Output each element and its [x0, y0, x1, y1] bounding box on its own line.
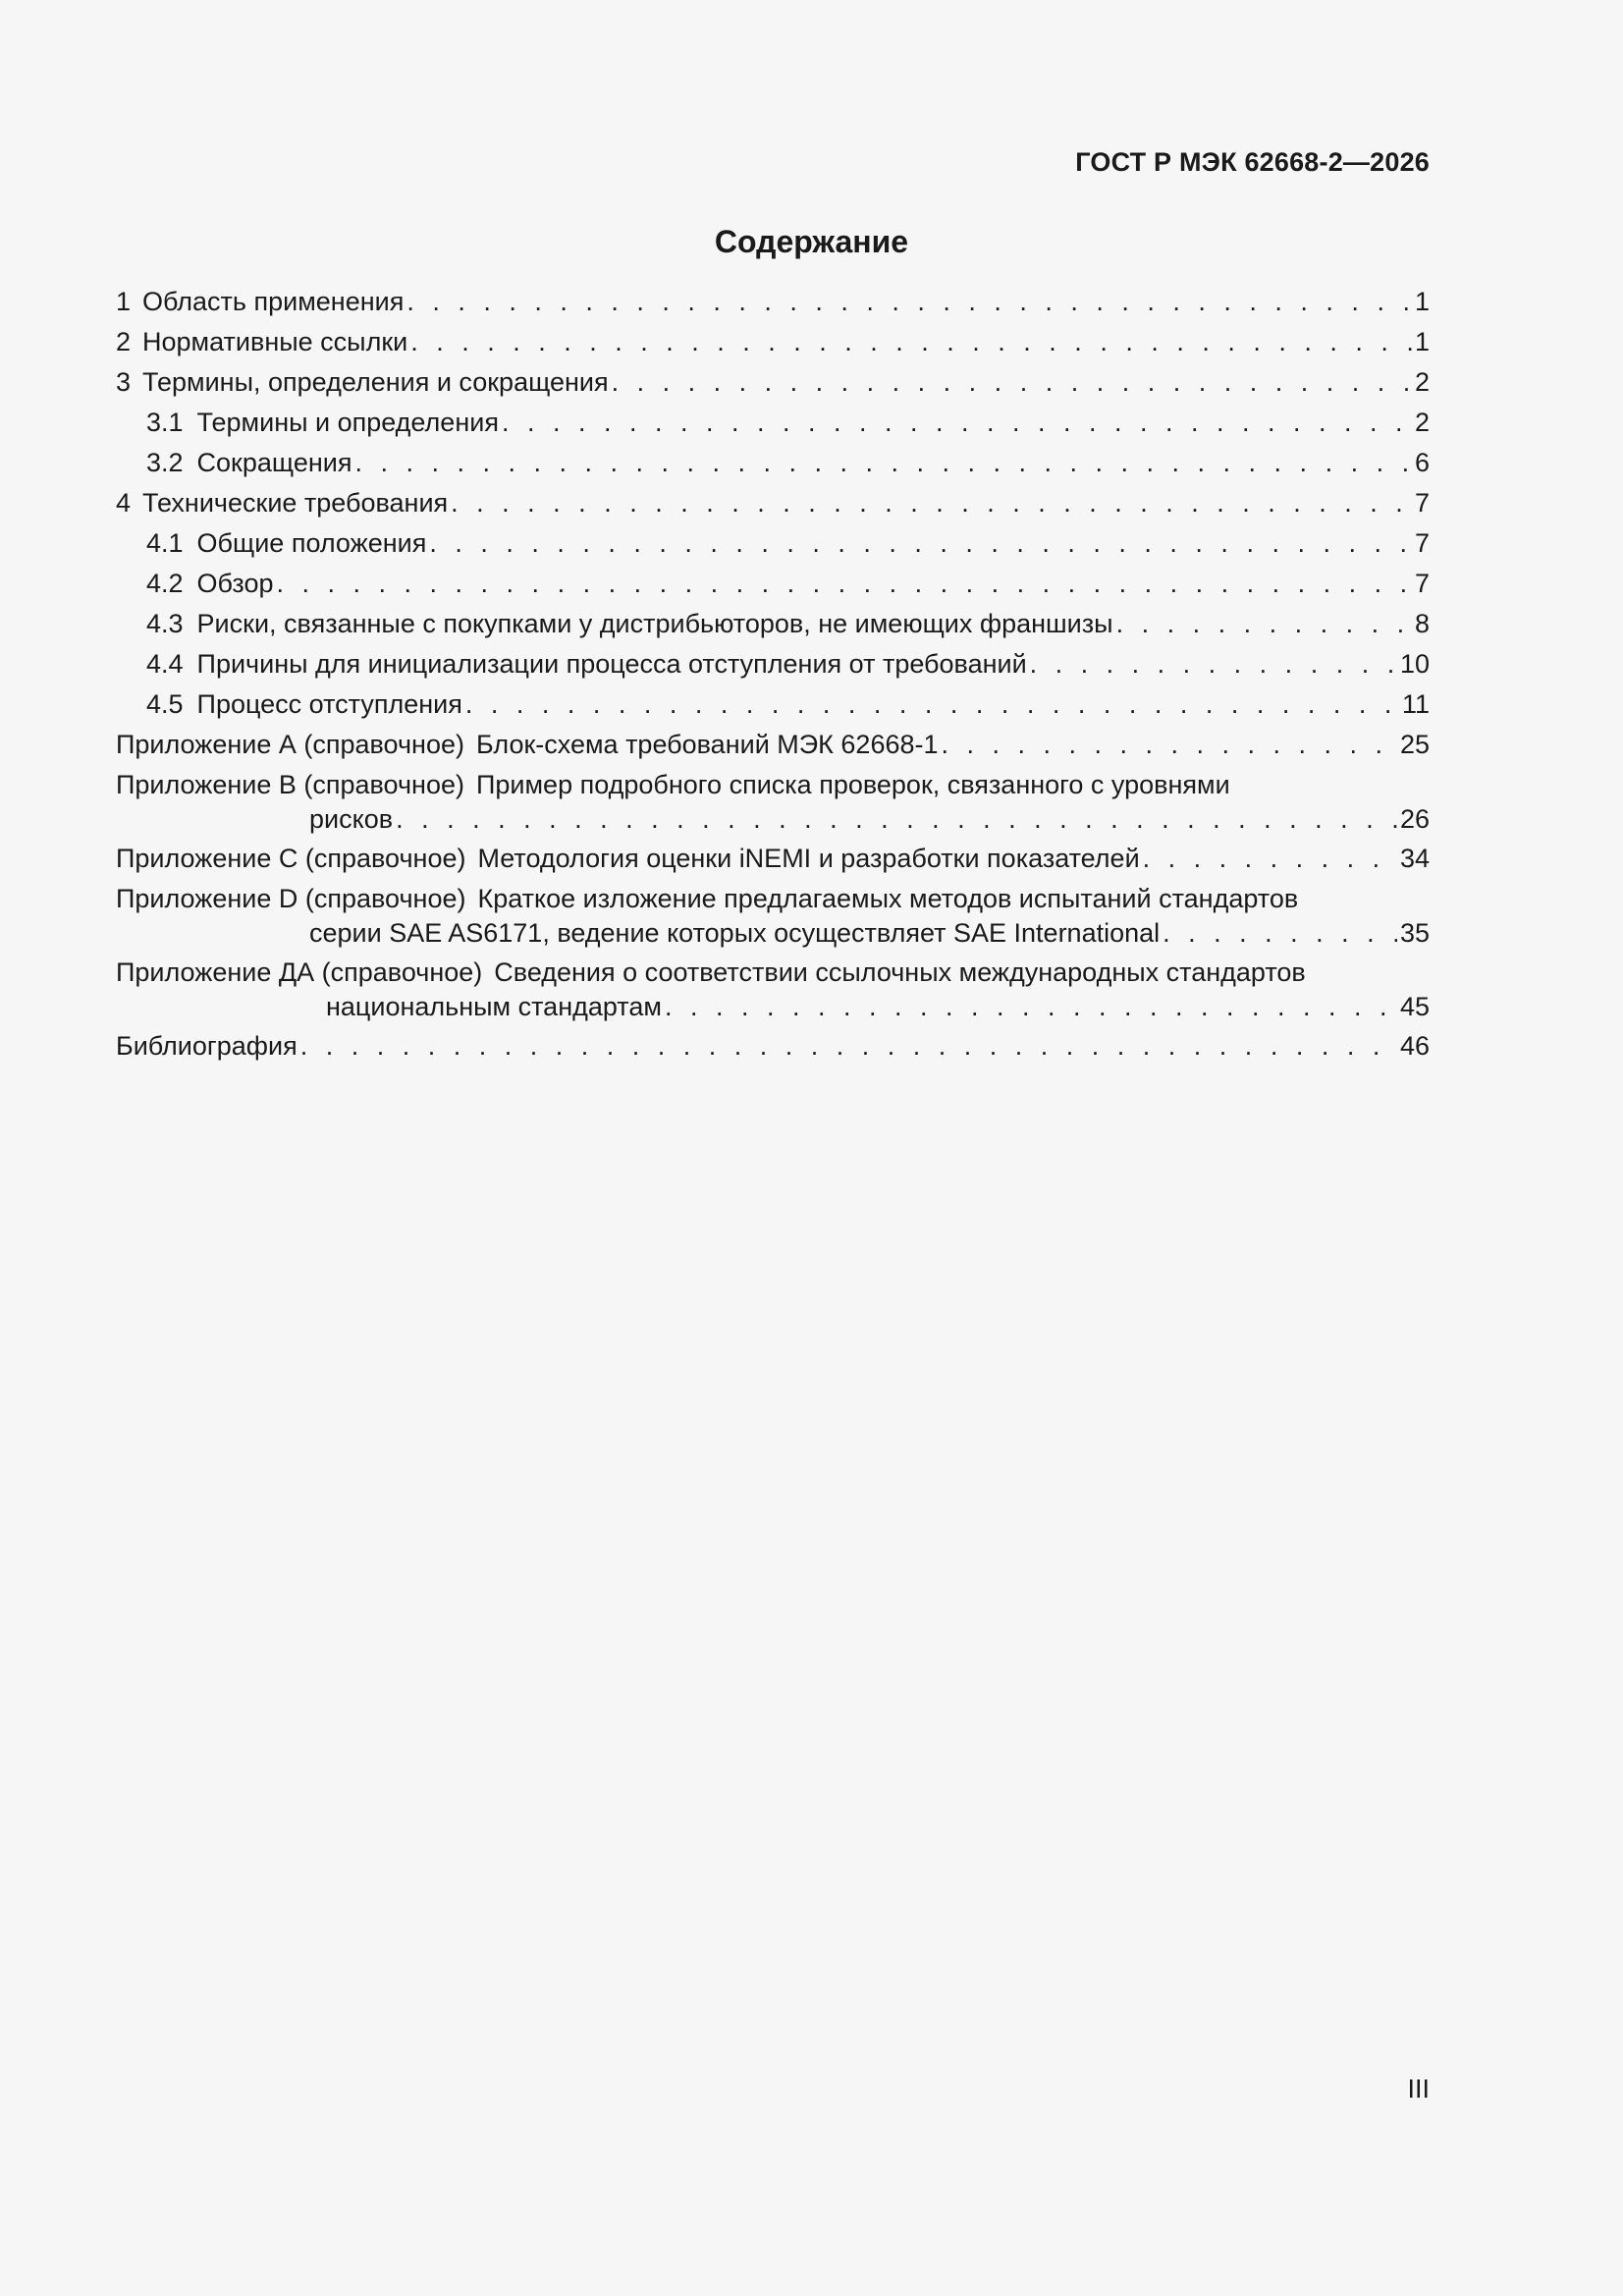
toc-entry-text: Нормативные ссылки — [142, 327, 408, 356]
dot-leader — [406, 285, 1412, 319]
toc-entry-number: 4.2 — [146, 569, 184, 598]
appendix-label: Приложение С (справочное) — [116, 844, 466, 873]
toc-entry-page: 7 — [1414, 569, 1430, 598]
toc-entry-number: 4.4 — [146, 649, 184, 679]
toc-entry-page: 45 — [1399, 992, 1430, 1021]
appendix-title-continued: национальным стандартам — [326, 992, 662, 1021]
toc-entry-4[interactable] — [116, 486, 1430, 526]
appendix-title: Блок-схема требований МЭК 62668-1 — [475, 730, 939, 759]
toc-appendix-b[interactable] — [116, 768, 1430, 842]
toc-bibliography[interactable] — [116, 1029, 1430, 1069]
appendix-title: Пример подробного списка проверок, связанного с уровнями — [475, 770, 1230, 799]
toc-entry-number: 1 — [116, 287, 132, 316]
appendix-label: Приложение D (справочное) — [116, 884, 466, 913]
toc-entry-1[interactable] — [116, 285, 1430, 325]
document-code: ГОСТ Р МЭК 62668-2—2026 — [1075, 147, 1430, 177]
toc-entry-number: 3.1 — [146, 408, 184, 437]
bibliography-title: Библиография — [116, 1031, 298, 1061]
toc-entry-page: 7 — [1414, 488, 1430, 518]
toc-entry-text: Риски, связанные с покупками у дистрибьюторов, не имеющих франшизы — [196, 609, 1113, 638]
dot-leader — [612, 365, 1412, 400]
toc-entry-4-1[interactable] — [116, 526, 1430, 567]
toc-entry-page: 1 — [1414, 287, 1430, 316]
toc-entry-number: 3.2 — [146, 448, 184, 477]
toc-entry-3-1[interactable] — [116, 406, 1430, 446]
toc-title: Содержание — [714, 224, 909, 259]
appendix-title: Методология оценки iNEMI и разработки показателей — [477, 844, 1140, 873]
toc-entry-text: Сокращения — [196, 448, 352, 477]
toc-entry-text: Процесс отступления — [196, 689, 462, 719]
toc-entry-page: 25 — [1399, 730, 1430, 759]
appendix-label: Приложение А (справочное) — [116, 730, 464, 759]
page-number: III — [1407, 2074, 1430, 2104]
toc-entry-4-3[interactable] — [116, 607, 1430, 647]
toc-entry-page: 35 — [1399, 918, 1430, 948]
dot-leader — [451, 486, 1412, 520]
toc-entry-number: 4 — [116, 488, 132, 518]
toc-entry-number: 2 — [116, 327, 132, 356]
dot-leader — [1143, 842, 1397, 876]
toc-entry-page: 2 — [1414, 367, 1430, 397]
toc-entry-4-5[interactable] — [116, 687, 1430, 728]
toc-entry-number: 4.1 — [146, 528, 184, 558]
dot-leader — [410, 325, 1412, 359]
toc-entry-number: 3 — [116, 367, 132, 397]
appendix-label: Приложение ДА (справочное) — [116, 957, 483, 987]
toc-entry-number: 4.5 — [146, 689, 184, 719]
dot-leader — [354, 446, 1412, 480]
dot-leader — [300, 1029, 1397, 1064]
toc-entry-text: Общие положения — [196, 528, 427, 558]
toc-entry-text: Технические требования — [142, 488, 449, 518]
toc-entry-page: 8 — [1414, 609, 1430, 638]
appendix-label: Приложение В (справочное) — [116, 770, 464, 799]
toc-appendix-a[interactable] — [116, 728, 1430, 768]
toc-appendix-da[interactable] — [116, 956, 1430, 1029]
appendix-title-continued: серии SAE AS6171, ведение которых осуществляет SAE International — [309, 918, 1161, 948]
toc-entry-page: 2 — [1414, 408, 1430, 437]
dot-leader — [396, 802, 1397, 837]
dot-leader — [1163, 916, 1397, 951]
dot-leader — [502, 406, 1412, 440]
appendix-title-continued: рисков — [309, 804, 394, 834]
dot-leader — [665, 990, 1397, 1024]
toc-appendix-c[interactable] — [116, 842, 1430, 882]
toc-entry-page: 11 — [1401, 689, 1430, 719]
toc-entry-2[interactable] — [116, 325, 1430, 365]
toc-entry-4-2[interactable] — [116, 567, 1430, 607]
toc-entry-page: 26 — [1399, 804, 1430, 834]
toc-entry-page: 34 — [1399, 844, 1430, 873]
toc-entry-4-4[interactable] — [116, 647, 1430, 687]
dot-leader — [277, 567, 1412, 601]
toc-entry-page: 7 — [1414, 528, 1430, 558]
toc-entry-page: 6 — [1414, 448, 1430, 477]
toc-entry-page: 46 — [1399, 1031, 1430, 1061]
toc-entry-3-2[interactable] — [116, 446, 1430, 486]
dot-leader — [429, 526, 1412, 561]
toc-entry-page: 10 — [1399, 649, 1430, 679]
toc-entry-text: Термины, определения и сокращения — [142, 367, 609, 397]
table-of-contents — [116, 285, 1430, 1069]
toc-entry-3[interactable] — [116, 365, 1430, 406]
toc-entry-text: Причины для инициализации процесса отступления от требований — [196, 649, 1027, 679]
dot-leader — [942, 728, 1397, 762]
dot-leader — [1030, 647, 1397, 682]
toc-appendix-d[interactable] — [116, 882, 1430, 956]
dot-leader — [465, 687, 1399, 722]
dot-leader — [1116, 607, 1412, 641]
toc-entry-number: 4.3 — [146, 609, 184, 638]
toc-entry-text: Термины и определения — [196, 408, 499, 437]
toc-entry-text: Область применения — [142, 287, 405, 316]
toc-entry-text: Обзор — [196, 569, 274, 598]
appendix-title: Сведения о соответствии ссылочных международных стандартов — [494, 957, 1306, 987]
toc-entry-page: 1 — [1414, 327, 1430, 356]
appendix-title: Краткое изложение предлагаемых методов испытаний стандартов — [477, 884, 1299, 913]
